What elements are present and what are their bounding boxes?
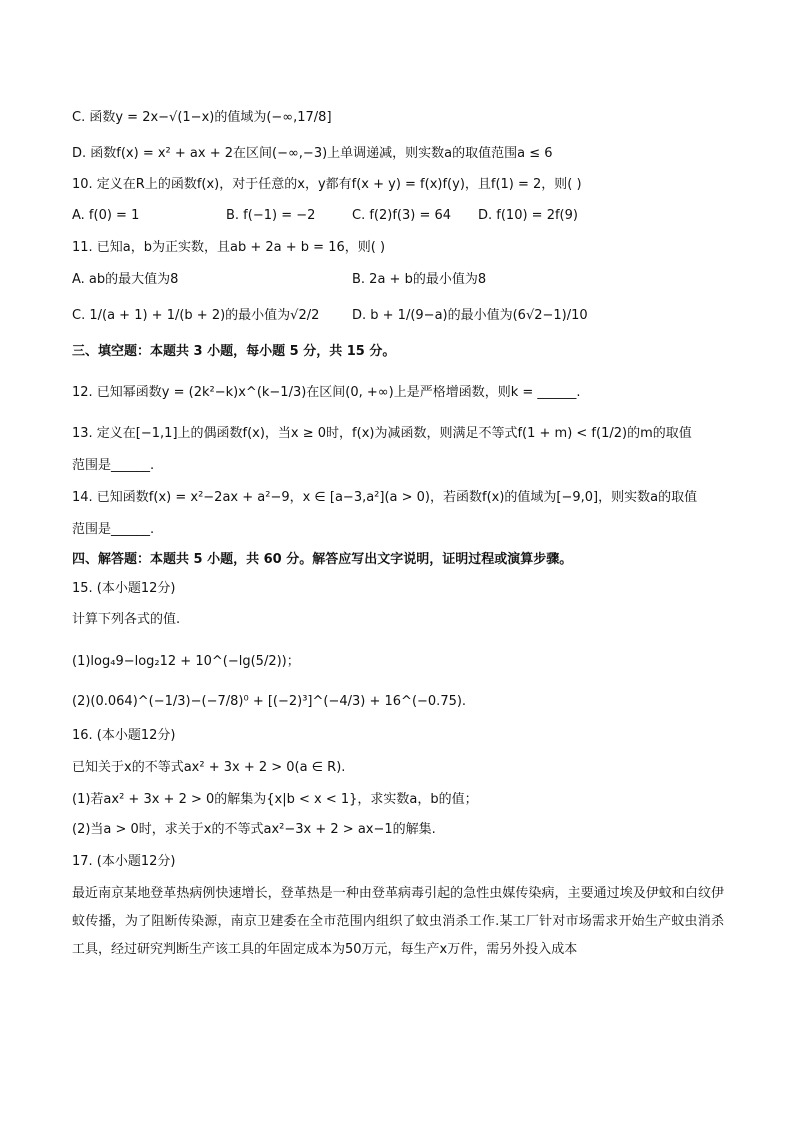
question-15-part2: (2)(0.064)^(−1/3)−(−7/8)⁰ + [(−2)³]^(−4/3) + 16^(−0.75). <box>72 694 467 709</box>
q11-option-d: D. b + 1/(9−a)的最小值为(6√2−1)/10 <box>352 308 588 323</box>
q11-option-c: C. 1/(a + 1) + 1/(b + 2)的最小值为√2/2 <box>72 308 320 323</box>
question-15-header: 15. (本小题12分) <box>72 581 176 596</box>
q10-option-a: A. f(0) = 1 <box>72 208 140 223</box>
question-13-line1: 13. 定义在[−1,1]上的偶函数f(x)，当x ≥ 0时，f(x)为减函数，则满足不等式f(1 + m) < f(1/2)的m的取值 <box>72 426 692 441</box>
question-14-line2: 范围是______. <box>72 522 155 537</box>
question-10: 10. 定义在R上的函数f(x)，对于任意的x，y都有f(x + y) = f(x)f(y)，且f(1) = 2，则( ) <box>72 177 582 192</box>
q11-option-a: A. ab的最大值为8 <box>72 272 179 287</box>
question-13-line2: 范围是______. <box>72 458 155 473</box>
question-16-part1: (1)若ax² + 3x + 2 > 0的解集为{x|b < x < 1}，求实数a，b的值； <box>72 792 478 807</box>
question-15-intro: 计算下列各式的值. <box>72 612 181 627</box>
q10-option-d: D. f(10) = 2f(9) <box>478 208 578 223</box>
q9-option-c: C. 函数y = 2x−√(1−x)的值域为(−∞,17/8] <box>72 110 332 125</box>
question-17-header: 17. (本小题12分) <box>72 854 176 869</box>
question-12: 12. 已知幂函数y = (2k²−k)x^(k−1/3)在区间(0, +∞)上是严格增函数，则k = ______. <box>72 385 581 400</box>
q11-option-b: B. 2a + b的最小值为8 <box>352 272 487 287</box>
section-4-heading: 四、解答题：本题共 5 小题，共 60 分。解答应写出文字说明，证明过程或演算步骤。 <box>72 552 573 567</box>
question-11: 11. 已知a，b为正实数，且ab + 2a + b = 16，则( ) <box>72 240 386 255</box>
question-16-intro: 已知关于x的不等式ax² + 3x + 2 > 0(a ∈ R). <box>72 760 346 775</box>
q9-option-d: D. 函数f(x) = x² + ax + 2在区间(−∞,−3)上单调递减，则实数a的取值范围a ≤ 6 <box>72 146 553 161</box>
question-17-paragraph: 最近南京某地登革热病例快速增长，登革热是一种由登革病毒引起的急性虫媒传染病，主要通过埃及伊蚊和白纹伊蚊传播，为了阻断传染源，南京卫建委在全市范围内组织了蚊虫消杀工作.某工厂针对市场需求开始生产蚊虫消杀工具，经过研究判断生产该工具的年固定成本为50万元，每生产x万件，需另外投入成本 <box>72 886 724 957</box>
question-15-part1: (1)log₄9−log₂12 + 10^(−lg(5/2))； <box>72 654 300 669</box>
question-14-line1: 14. 已知函数f(x) = x²−2ax + a²−9，x ∈ [a−3,a²](a > 0)，若函数f(x)的值域为[−9,0]，则实数a的取值 <box>72 490 698 505</box>
question-16-part2: (2)当a > 0时，求关于x的不等式ax²−3x + 2 > ax−1的解集. <box>72 822 436 837</box>
section-3-heading: 三、填空题：本题共 3 小题，每小题 5 分，共 15 分。 <box>72 344 396 359</box>
q10-option-b: B. f(−1) = −2 <box>226 208 316 223</box>
question-16-header: 16. (本小题12分) <box>72 728 176 743</box>
q10-option-c: C. f(2)f(3) = 64 <box>352 208 452 223</box>
